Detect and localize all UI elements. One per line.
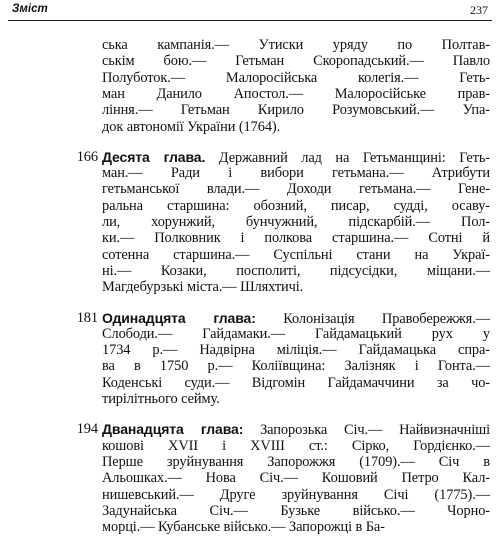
- chapter-summary-text: Слободи.— Гайдамаки.— Гайдамацький рух у: [102, 325, 490, 342]
- chapter-summary-text: ли, хорунжий, бунчужний, підскарбій.— Пол-: [102, 214, 490, 230]
- toc-line: [0, 118, 500, 137]
- chapter-summary-text: Задунайська Січ.— Бузьке військо.— Чорно-: [102, 502, 490, 519]
- toc-page-number: 194: [76, 421, 98, 438]
- toc-line: [0, 390, 500, 409]
- chapter-summary-text: Перше зруйнування Запорожжя (1709).— Січ в: [102, 453, 490, 470]
- chapter-summary-text: Альошках.— Нова Січ.— Кошовий Петро Кал-: [102, 470, 490, 487]
- chapter-summary-text: нишевський.— Друге зруйнування Січі (1775).—: [102, 486, 490, 503]
- toc-page-number: 166: [76, 148, 98, 165]
- chapter-summary-text: кошові XVII і XVIII ст.: Сірко, Гордієнко.—: [102, 437, 490, 454]
- chapter-summary-text: сотенна старшина.— Суспільні стани на Украї-: [102, 246, 490, 263]
- chapter-summary-text: ва в 1750 р.— Коліївщина: Залізняк і Гонта.—: [102, 358, 490, 375]
- chapter-summary-text: док автономії України (1764).: [102, 118, 281, 135]
- chapter-summary-text: Магдебурзькі міста.— Шляхтичі.: [102, 279, 304, 296]
- chapter-summary-text: тирілітнього сейму.: [102, 391, 220, 407]
- chapter-summary-text: ська кампанія.— Утиски уряду по Полтав-: [102, 37, 490, 53]
- chapter-summary-text: морці.— Кубанське військо.— Запорожці в Ба-: [102, 519, 385, 536]
- chapter-summary-text: ні.— Козаки, посполиті, підсусідки, міщани.—: [102, 262, 490, 279]
- toc-page-number: 181: [76, 309, 98, 326]
- toc-line: [0, 518, 500, 537]
- page-header: [0, 0, 500, 21]
- chapter-summary-text: ман.— Ради і вибори гетьмана.— Атрибути: [102, 165, 490, 182]
- chapter-summary-text: ськім бою.— Гетьман Скоропадський.— Павло: [102, 53, 490, 70]
- header-rule: [8, 20, 492, 21]
- chapter-title: Одинадцята глава:: [102, 309, 256, 326]
- chapter-summary-text: Державний лад на Гетьманщині: Геть-: [205, 149, 490, 166]
- chapter-summary-text: Колонізація Правобережжя.—: [255, 310, 490, 327]
- running-title: Зміст: [12, 3, 48, 15]
- chapter-title: Дванадцята глава:: [102, 421, 244, 438]
- page-number: 237: [470, 3, 488, 17]
- chapter-summary-text: 1734 р.— Надвірна міліція.— Гайдамацька спра-: [102, 342, 490, 359]
- toc-line: [0, 278, 500, 297]
- chapter-summary-text: Коденські суди.— Відгомін Гайдамаччини за чо-: [102, 374, 490, 391]
- chapter-summary-text: гетьманської влади.— Доходи гетьмана.— Гене-: [102, 181, 490, 198]
- chapter-title: Десята глава.: [102, 148, 206, 165]
- chapter-summary-text: ки.— Полковник і полкова старшина.— Сотні й: [102, 230, 490, 247]
- chapter-summary-text: ральна старшина: обозний, писар, судді, осаву-: [102, 197, 490, 214]
- chapter-summary-text: Запорозька Січ.— Найвизначніші: [243, 422, 490, 439]
- chapter-summary-text: ління.— Гетьман Кирило Розумовський.— Упа-: [102, 102, 490, 119]
- chapter-summary-text: ман Данило Апостол.— Малоросійське прав-: [102, 85, 490, 102]
- chapter-summary-text: Полуботок.— Малоросійська колегія.— Геть-: [102, 69, 490, 86]
